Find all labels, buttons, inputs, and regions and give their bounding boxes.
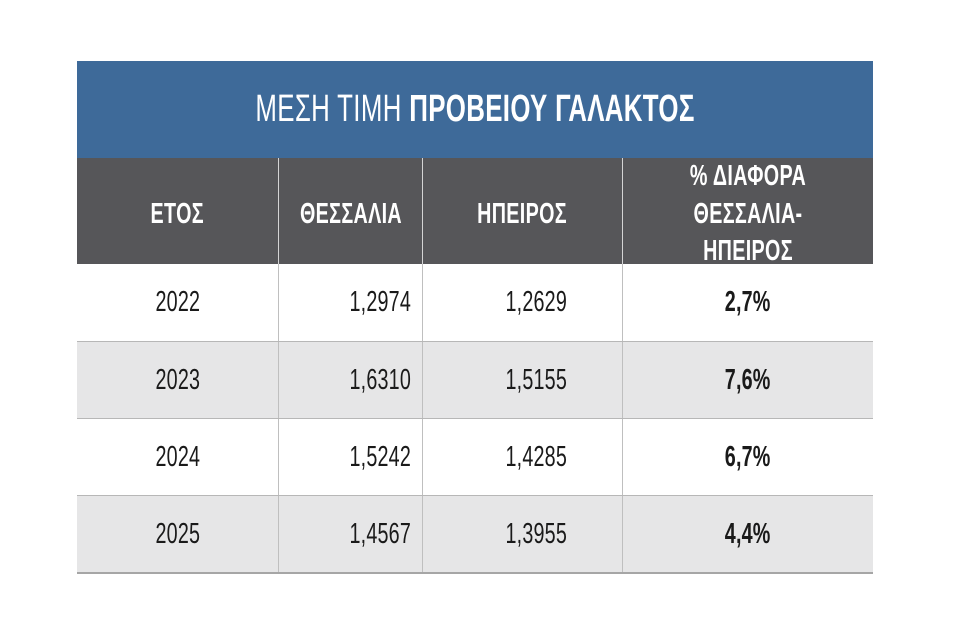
year-cell: 2025 [77, 496, 279, 572]
title-prefix: ΜΕΣΗ ΤΙΜΗ [255, 88, 402, 130]
table-row-2024 [77, 418, 873, 495]
column-header-diff-percent-label: % ΔΙΑΦΟΡΑ ΘΕΣΣΑΛΙΑ-ΗΠΕΙΡΟΣ [689, 160, 807, 268]
milk-price-table [77, 61, 873, 574]
thessalia-value-cell: 1,5242 [279, 419, 423, 495]
column-header-thessalia [279, 158, 423, 271]
title-emphasis: ΠΡΟΒΕΙΟΥ ΓΑΛΑΚΤΟΣ [409, 88, 695, 130]
epirus-value-cell: 1,3955 [423, 496, 623, 572]
epirus-value-cell: 1,5155 [423, 342, 623, 418]
diff-percent-cell: 4,4% [725, 517, 771, 550]
table-row-2023 [77, 341, 873, 418]
diff-percent-cell: 6,7% [725, 440, 771, 473]
thessalia-value-cell: 1,4567 [279, 496, 423, 572]
thessalia-value-cell: 1,6310 [279, 342, 423, 418]
year-cell: 2024 [77, 419, 279, 495]
table-row-2022 [77, 264, 873, 341]
column-header-thessalia-label: ΘΕΣΣΑΛΙΑ [299, 197, 402, 230]
epirus-value-cell: 1,2629 [423, 264, 623, 341]
column-header-diff-percent [623, 158, 873, 271]
column-header-year [77, 158, 279, 271]
epirus-value-cell: 1,4285 [423, 419, 623, 495]
table-title [255, 88, 694, 131]
thessalia-value-cell: 1,2974 [279, 264, 423, 341]
column-header-epirus-label: ΗΠΕΙΡΟΣ [477, 197, 568, 230]
year-cell: 2023 [77, 342, 279, 418]
column-header-year-label: ΕΤΟΣ [150, 197, 205, 230]
column-header-epirus [423, 158, 623, 271]
table-title-bar [77, 61, 873, 158]
diff-percent-cell: 2,7% [725, 286, 771, 318]
year-cell: 2022 [77, 264, 279, 341]
table-row-2025 [77, 495, 873, 572]
diff-percent-cell: 7,6% [725, 363, 771, 396]
column-header-row [77, 158, 873, 268]
